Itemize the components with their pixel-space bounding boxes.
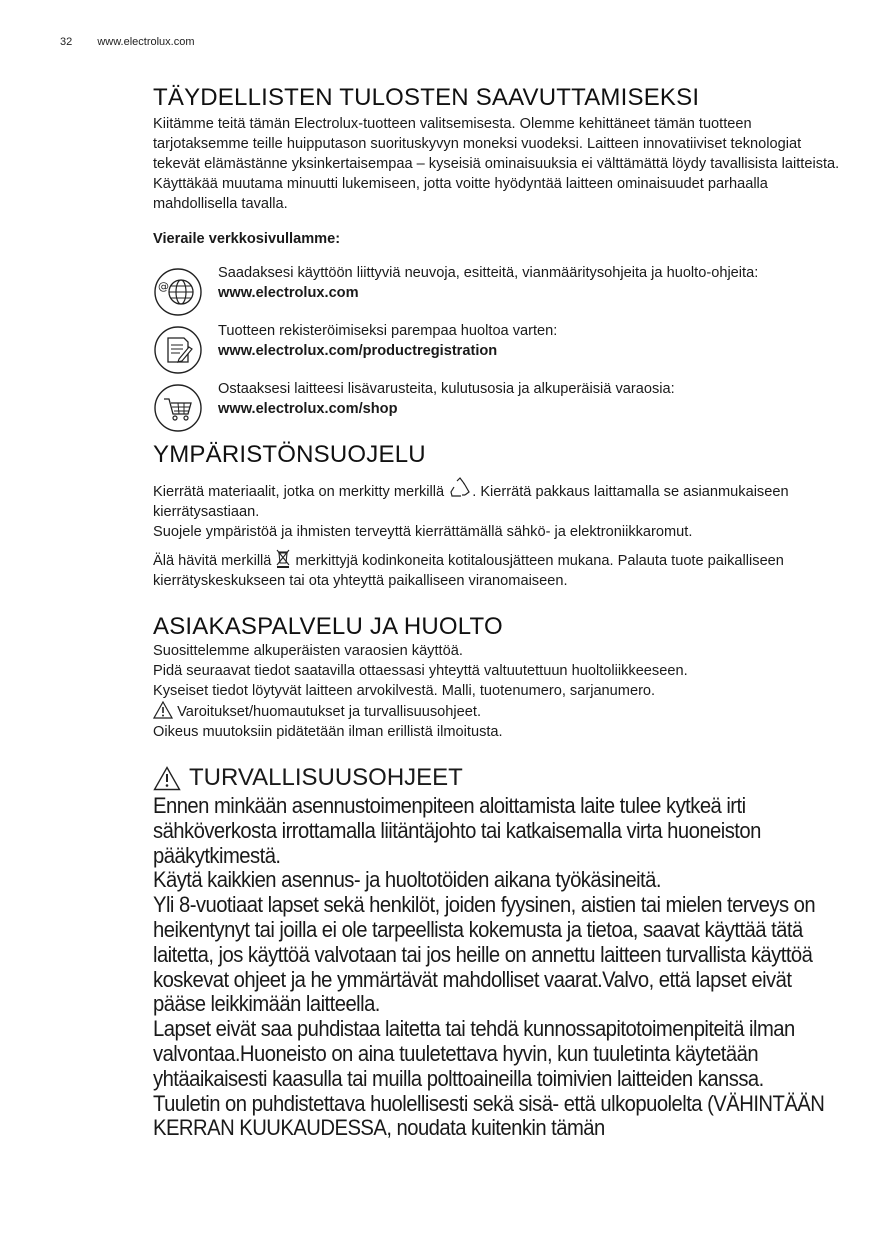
environment-recycle-text: Kierrätä materiaalit, jotka on merkitty merkillä . Kierrätä pakkaus laittamalla se asianmukaiseen kierrätysastiaan.: [153, 477, 843, 522]
registration-form-icon: [153, 325, 203, 375]
intro-text: Kiitämme teitä tämän Electrolux-tuotteen valitsemisesta. Olemme kehittäneet tämän tuotteen tarjotaksemme teille huipputason suorituskyvyn moneksi vuodeksi. Laitteen innovatiiviset teknologiat tekevät elämästänne yksinkertaisempaa – kyseisiä ominaisuuksia ei välttämättä löydy tavallisista laitteista. Käyttäkää muutama minuutti lukemiseen, jotta voitte hyödyntää laitteen ominaisuudet parhaalla mahdollisella tavalla.: [153, 116, 840, 212]
support-text: Saadaksesi käyttöön liittyviä neuvoja, esitteitä, vianmääritysohjeita ja huolto-ohjeita:: [218, 265, 759, 281]
link-row-registration: [153, 321, 843, 361]
web-globe-icon: [153, 267, 203, 317]
warning-triangle-icon: [153, 766, 181, 791]
safety-heading: [153, 764, 843, 792]
safety-paragraph: Tuuletin on puhdistettava huolellisesti sekä sisä- että ulkopuolelta (VÄHINTÄÄN KERRAN KUUKAUDESSA, noudata kuitenkin tämän: [153, 1090, 825, 1141]
visit-label: Vieraile verkkosivullamme:: [153, 231, 341, 247]
recycle-icon: [448, 477, 472, 499]
support-url[interactable]: www.electrolux.com: [218, 285, 359, 301]
intro-title: TÄYDELLISTEN TULOSTEN SAAVUTTAMISEKSI: [153, 84, 700, 111]
shopping-cart-icon: [153, 383, 203, 433]
environment-weee-text: Suojele ympäristöä ja ihmisten terveyttä kierrättämällä sähkö- ja elektroniikkaromut.: [153, 524, 693, 540]
service-line: Pidä seuraavat tiedot saatavilla ottaessasi yhteyttä valtuutettuun huoltoliikkeeseen.: [153, 663, 688, 679]
shop-text: Ostaaksesi laitteesi lisävarusteita, kulutusosia ja alkuperäisiä varaosia:: [218, 381, 675, 397]
registration-url[interactable]: www.electrolux.com/productregistration: [218, 343, 498, 359]
safety-paragraph: Käytä kaikkien asennus- ja huoltotöiden aikana työkäsineitä.: [153, 867, 661, 893]
page-number: 32: [60, 36, 73, 48]
environment-disposal-text: Älä hävitä merkillä merkittyjä kodinkoneita kotitalousjätteen mukana. Palauta tuote paikalliseen kierrätyskeskukseen tai ota yhteyttä paikalliseen viranomaiseen.: [153, 548, 843, 591]
safety-paragraph: Yli 8-vuotiaat lapset sekä henkilöt, joiden fyysinen, aistien tai mielen terveys on heikentynyt tai joilla ei ole tarpeellista kokemusta ja tietoa, saavat käyttää tätä laitetta, jos käyttöä valvotaan tai jos heille on annettu laitteen turvallista käyttöä koskevat ohjeet ja he ymmärtävät mahdolliset vaarat.Valvo, että lapset eivät pääse leikkimään laitteella.: [153, 892, 816, 1017]
safety-title: TURVALLISUUSOHJEET: [189, 764, 463, 791]
link-row-support: [153, 263, 843, 303]
svg-text:@: @: [158, 280, 169, 293]
environment-section: [153, 441, 843, 591]
page-header: [60, 36, 217, 48]
page-content: [153, 84, 843, 1141]
warning-triangle-icon: [153, 701, 173, 719]
shop-url[interactable]: www.electrolux.com/shop: [218, 401, 398, 417]
website-url[interactable]: www.electrolux.com: [97, 36, 195, 48]
crossed-bin-icon: [275, 548, 291, 568]
service-line: Oikeus muutoksiin pidätetään ilman erillistä ilmoitusta.: [153, 724, 503, 740]
safety-text-block: [153, 794, 837, 1141]
environment-title: YMPÄRISTÖNSUOJELU: [153, 441, 426, 468]
safety-paragraph: Ennen minkään asennustoimenpiteen aloittamista laite tulee kytkeä irti sähköverkosta irrottamalla liitäntäjohto tai katkaisemalla virta huoneiston pääkytkimestä.: [153, 793, 761, 868]
service-warning-line: Varoitukset/huomautukset ja turvallisuusohjeet.: [153, 701, 843, 722]
service-title: ASIAKASPALVELU JA HUOLTO: [153, 613, 503, 640]
service-section: [153, 613, 843, 742]
safety-paragraph: Lapset eivät saa puhdistaa laitetta tai tehdä kunnossapitotoimenpiteitä ilman valvontaa.Huoneisto on aina tuuletettava hyvin, kun tuuletinta käytetään yhtäaikaisesti kaasulla tai muilla polttoaineilla toimivien laitteiden kanssa.: [153, 1016, 795, 1091]
service-line: Suosittelemme alkuperäisten varaosien käyttöä.: [153, 643, 463, 659]
service-line: Kyseiset tiedot löytyvät laitteen arvokilvestä. Malli, tuotenumero, sarjanumero.: [153, 683, 656, 699]
registration-text: Tuotteen rekisteröimiseksi parempaa huoltoa varten:: [218, 323, 558, 339]
link-row-shop: [153, 379, 843, 419]
